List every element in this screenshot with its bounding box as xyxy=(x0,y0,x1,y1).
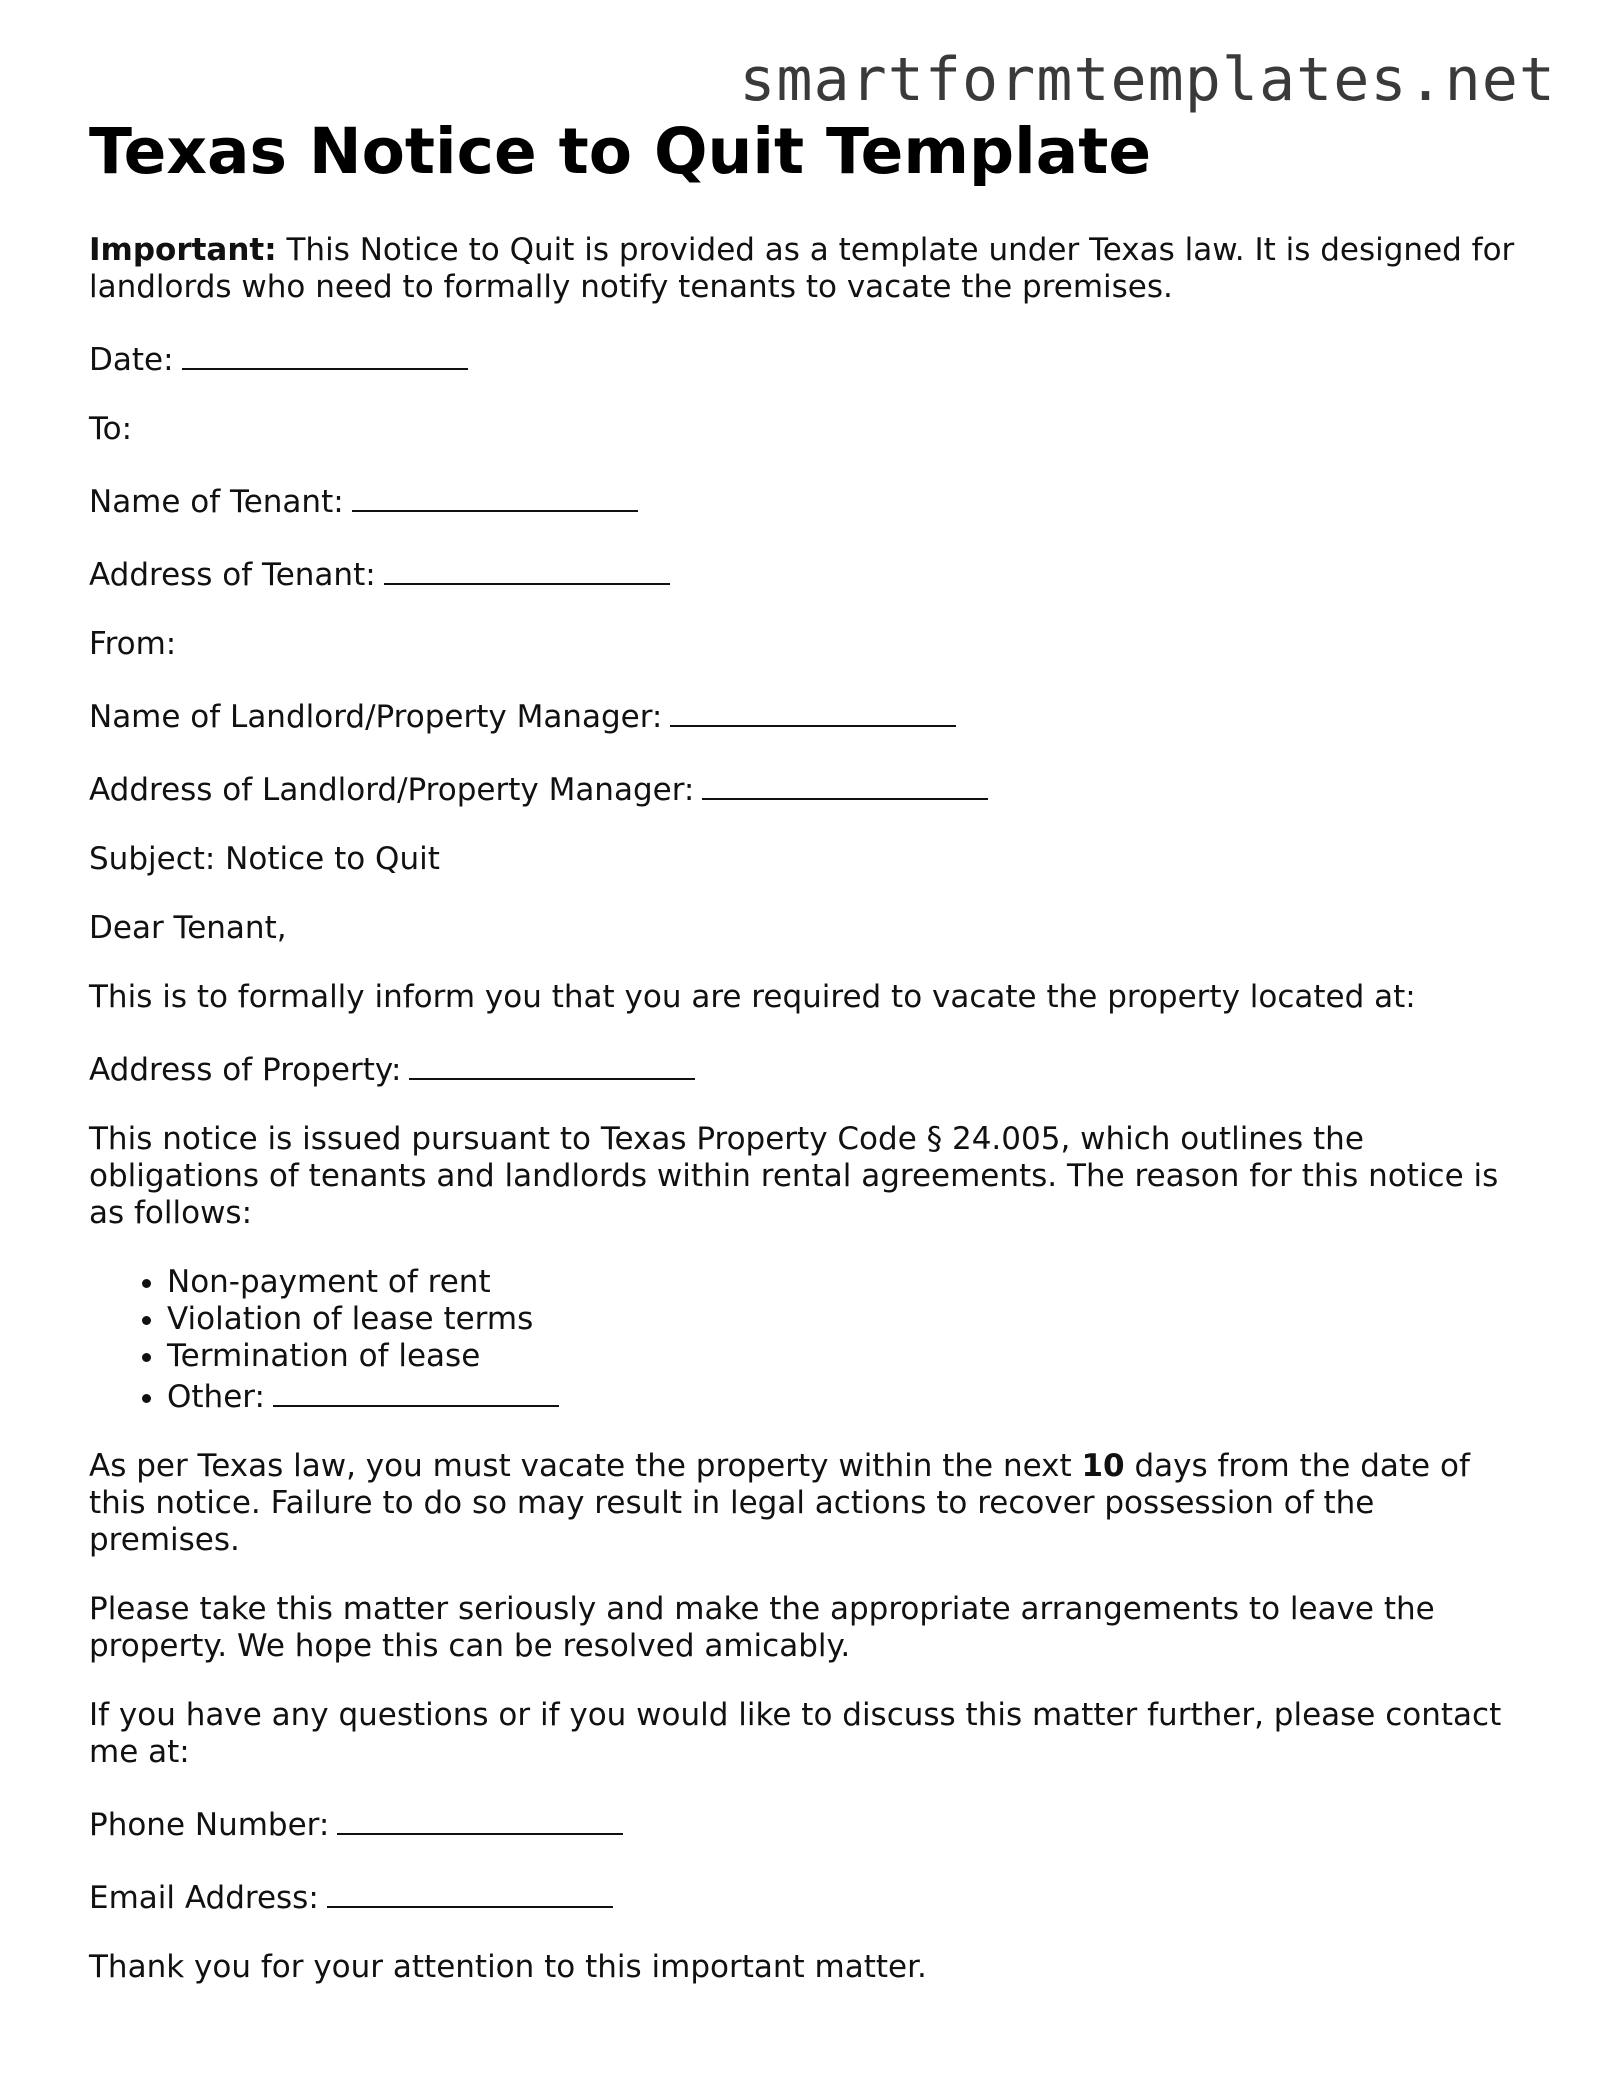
inform-paragraph: This is to formally inform you that you are required to vacate the property located at: xyxy=(89,978,1416,1015)
phone-field xyxy=(89,1803,1529,1844)
email-label: Email Address: xyxy=(89,1879,319,1916)
property-address-label: Address of Property: xyxy=(89,1051,402,1088)
intro-important-label: Important: xyxy=(89,231,277,268)
contact-paragraph: If you have any questions or if you would like to discuss this matter further, please contact me at: xyxy=(89,1696,1502,1770)
pursuant-paragraph: This notice is issued pursuant to Texas Property Code § 24.005, which outlines the obligations of tenants and landlords within rental agreements. The reason for this notice is as follows: xyxy=(89,1120,1499,1231)
to-label: To: xyxy=(89,410,133,447)
intro-text: This Notice to Quit is provided as a template under Texas law. It is designed for landlords who need to formally notify tenants to vacate the premises. xyxy=(89,231,1515,305)
vacate-paragraph xyxy=(89,1448,1529,1559)
tenant-name-label: Name of Tenant: xyxy=(89,483,344,520)
list-item xyxy=(167,1375,1529,1416)
serious-paragraph: Please take this matter seriously and make the appropriate arrangements to leave the property. We hope this can be resolved amicably. xyxy=(89,1590,1435,1664)
subject-line: Subject: Notice to Quit xyxy=(89,840,440,877)
phone-blank[interactable] xyxy=(337,1803,623,1835)
date-field xyxy=(89,338,1529,379)
date-blank[interactable] xyxy=(182,338,468,370)
property-address-blank[interactable] xyxy=(409,1048,695,1080)
intro-paragraph xyxy=(89,232,1529,306)
landlord-address-blank[interactable] xyxy=(702,768,988,800)
landlord-name-blank[interactable] xyxy=(670,695,956,727)
tenant-address-field xyxy=(89,553,1529,594)
salutation: Dear Tenant, xyxy=(89,909,287,946)
list-item: • Termination of lease xyxy=(167,1338,1529,1375)
landlord-name-label: Name of Landlord/Property Manager: xyxy=(89,698,663,735)
tenant-address-label: Address of Tenant: xyxy=(89,556,376,593)
date-label: Date: xyxy=(89,341,174,378)
email-blank[interactable] xyxy=(327,1876,613,1908)
thanks-paragraph: Thank you for your attention to this important matter. xyxy=(89,1948,927,1985)
landlord-address-field xyxy=(89,768,1529,809)
list-item: • Non-payment of rent xyxy=(167,1264,1529,1301)
other-reason-label: Other: xyxy=(167,1378,265,1415)
tenant-address-blank[interactable] xyxy=(384,553,670,585)
tenant-name-blank[interactable] xyxy=(352,480,638,512)
other-reason-blank[interactable] xyxy=(273,1375,559,1407)
landlord-address-label: Address of Landlord/Property Manager: xyxy=(89,771,695,808)
landlord-name-field xyxy=(89,695,1529,736)
from-label: From: xyxy=(89,625,177,662)
list-item: • Violation of lease terms xyxy=(167,1301,1529,1338)
vacate-text-before: As per Texas law, you must vacate the property within the next xyxy=(89,1447,1082,1484)
tenant-name-field xyxy=(89,480,1529,521)
vacate-days: 10 xyxy=(1081,1447,1125,1484)
reasons-list xyxy=(89,1264,1529,1416)
site-watermark: smartformtemplates.net xyxy=(739,45,1556,115)
phone-label: Phone Number: xyxy=(89,1806,330,1843)
property-address-field xyxy=(89,1048,1529,1089)
notice-document xyxy=(89,114,1529,2018)
vacate-text-after: days from the date of this notice. Failure to do so may result in legal actions to recover possession of the premises. xyxy=(89,1447,1470,1558)
page-title: Texas Notice to Quit Template xyxy=(89,115,1152,188)
email-field xyxy=(89,1876,1529,1917)
